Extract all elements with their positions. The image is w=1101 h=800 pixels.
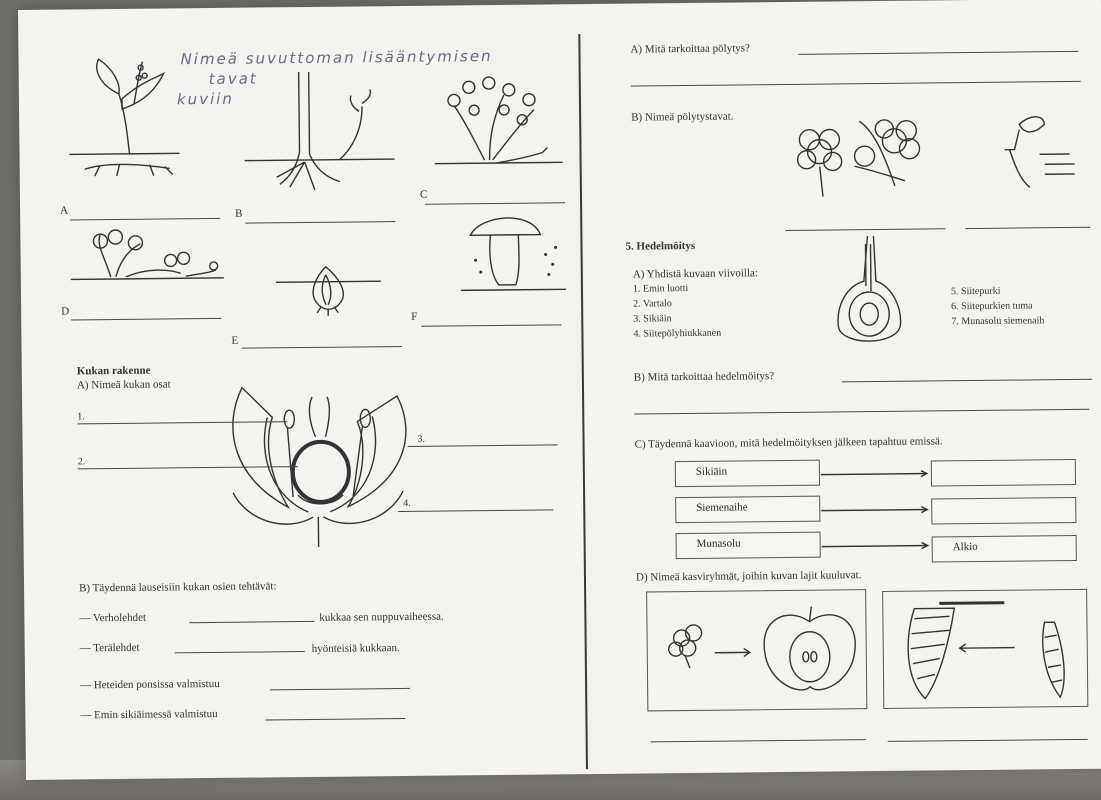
fertilization-question-d: D) Nimeä kasviryhmät, joihin kuvan lajit kuuluvat. <box>635 569 862 584</box>
flower-question-b: B) Täydennä lauseisiin kukan osien tehtävät: <box>78 580 277 595</box>
fertilization-question-c: C) Täydennä kaavioon, mitä hedelmöityksen jälkeen tapahtuu emissä. <box>634 435 943 451</box>
answer-line-b[interactable] <box>245 221 395 224</box>
answer-line-c[interactable] <box>425 202 565 204</box>
figure-label-a: A <box>60 204 69 217</box>
figure-label-c: C <box>419 188 428 201</box>
diagram-answer-box-2[interactable] <box>931 497 1076 525</box>
sentence-4-prefix: — Emin sikiäimessä valmistuu <box>80 707 218 722</box>
fertilization-title: 5. Hedelmöitys <box>625 239 696 253</box>
fertilization-left-term-4: 4. Siitepölyhiukkanen <box>633 327 722 340</box>
flower-section-title: Kukan rakenne <box>76 364 151 378</box>
insect-pollinated-flowers-illustration <box>794 110 955 202</box>
pistil-cross-section-illustration <box>835 236 906 357</box>
flower-structure-diagram <box>217 386 429 558</box>
diagram-box-siemenaihe: Siemenaihe <box>675 496 820 524</box>
pine-cone-illustration <box>894 597 1085 709</box>
flower-part-line-3[interactable] <box>408 444 558 447</box>
plant-bulb-illustration <box>276 256 387 337</box>
flower-question-a: A) Nimeä kukan osat <box>76 378 171 392</box>
flower-part-number-1: 1. <box>77 411 85 423</box>
fertilization-question-b: B) Mitä tarkoittaa hedelmöitys? <box>633 370 775 384</box>
worksheet-page <box>18 0 1101 780</box>
figure-label-b: B <box>235 207 243 220</box>
fertilization-line-2[interactable] <box>634 409 1089 415</box>
sentence-2-blank[interactable] <box>175 651 305 653</box>
pollination-question-a: A) Mitä tarkoittaa pölytys? <box>630 42 750 56</box>
answer-line-a[interactable] <box>70 218 220 221</box>
diagram-box-sikiain: Sikiäin <box>675 460 820 488</box>
diagram-arrow-1 <box>821 470 933 479</box>
sentence-3-prefix: — Heteiden ponsissa valmistuu <box>80 677 220 692</box>
pollination-line-2[interactable] <box>631 81 1081 87</box>
diagram-box-munasolu: Munasolu <box>676 532 821 560</box>
handwritten-instruction-line-2: tavat <box>208 69 258 89</box>
fertilization-left-term-1: 1. Emin luotti <box>632 282 689 295</box>
wind-pollinated-catkin-illustration <box>989 109 1080 190</box>
page-divider <box>578 34 588 769</box>
plant-group-line-2[interactable] <box>888 739 1088 742</box>
sentence-2-suffix: hyönteisiä kukkaan. <box>311 642 400 655</box>
diagram-arrow-2 <box>821 506 933 515</box>
pollination-type-line-2[interactable] <box>965 227 1090 229</box>
fertilization-line-1[interactable] <box>842 379 1092 383</box>
answer-line-d[interactable] <box>71 318 221 321</box>
sentence-3-blank[interactable] <box>270 688 410 690</box>
pollination-type-line-1[interactable] <box>785 228 945 231</box>
sentence-1-prefix: — Verholehdet <box>79 611 147 625</box>
fertilization-right-term-6: 6. Siitepurkien tuma <box>951 300 1033 313</box>
plant-group-line-1[interactable] <box>651 739 866 742</box>
sentence-1-suffix: kukkaa sen nuppuvaiheessa. <box>319 610 444 624</box>
mushroom-illustration <box>460 209 571 300</box>
figure-label-e: E <box>231 334 239 347</box>
plant-runner-illustration <box>65 228 226 300</box>
pollination-line-1[interactable] <box>799 51 1079 55</box>
apple-blossom-to-fruit-illustration <box>659 601 860 703</box>
sentence-2-prefix: — Terälehdet <box>79 641 140 655</box>
answer-line-e[interactable] <box>242 346 402 349</box>
pollination-question-b: B) Nimeä pölytystavat. <box>631 110 734 124</box>
flower-part-line-4[interactable] <box>398 509 553 512</box>
figure-label-d: D <box>61 305 70 318</box>
diagram-arrow-3 <box>822 542 934 551</box>
plant-stolon-illustration <box>244 71 395 203</box>
diagram-box-alkio: Alkio <box>932 535 1077 563</box>
answer-line-f[interactable] <box>421 324 561 326</box>
flower-part-number-2: 2. <box>77 456 86 468</box>
sentence-1-blank[interactable] <box>189 621 314 623</box>
fertilization-right-term-5: 5. Siitepurki <box>950 285 1001 298</box>
diagram-answer-box-1[interactable] <box>931 459 1076 487</box>
handwritten-instruction-line-1: Nimeä suvuttoman lisääntymisen <box>180 47 493 69</box>
figure-label-f: F <box>411 310 418 323</box>
fertilization-left-term-2: 2. Vartalo <box>633 298 672 310</box>
plant-shrub-illustration <box>434 64 565 175</box>
fertilization-left-term-3: 3. Sikiäin <box>633 313 672 325</box>
fertilization-question-a: A) Yhdistä kuvaan viivoilla: <box>632 267 759 281</box>
plant-rhizome-illustration <box>58 53 189 184</box>
flower-part-number-4: 4. <box>403 497 411 509</box>
flower-part-number-3: 3. <box>417 433 426 445</box>
handwritten-instruction-line-3: kuviin <box>176 89 234 109</box>
sentence-4-blank[interactable] <box>265 718 405 720</box>
fertilization-right-term-7: 7. Munasolu siemenaih <box>951 315 1045 328</box>
